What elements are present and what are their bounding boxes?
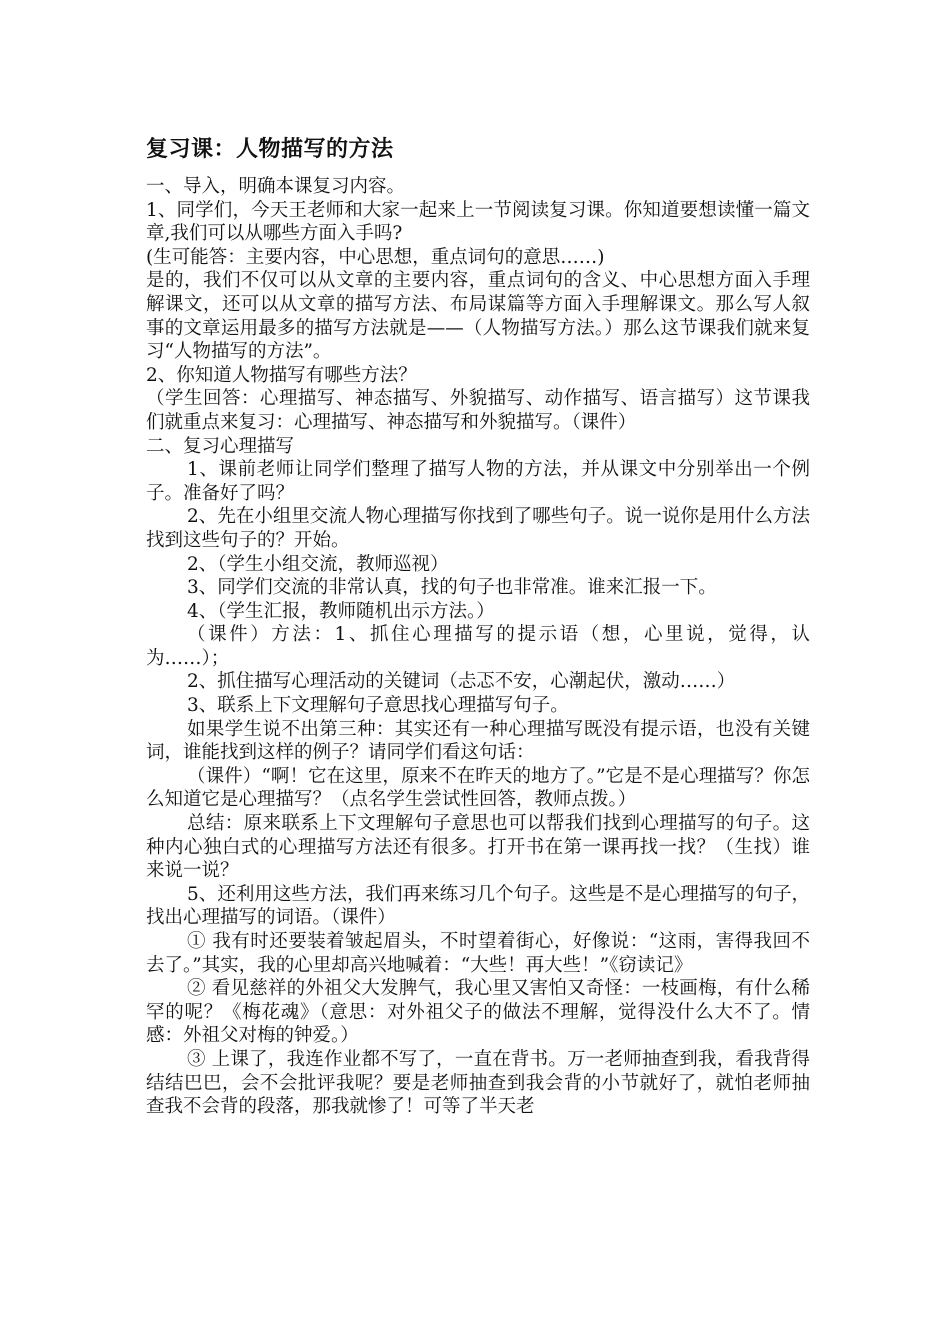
- paragraph: 如果学生说不出第三种：其实还有一种心理描写既没有提示语，也没有关键词，谁能找到这样的例子？请同学们看这句话：: [146, 718, 810, 764]
- example-item: ① 我有时还要装着皱起眉头，不时望着街心，好像说：“这雨，害得我回不去了。”其实，我的心里却高兴地喊着：“大些！再大些！”《窃读记》: [146, 931, 810, 976]
- paragraph: 2、先在小组里交流人物心理描写你找到了哪些句子。说一说你是用什么方法找到这些句子的？开始。: [146, 506, 810, 551]
- document-page: [146, 133, 810, 1119]
- paragraph: 5、还利用这些方法，我们再来练习几个句子。这些是不是心理描写的句子，找出心理描写的词语。（课件）: [146, 883, 810, 929]
- paragraph: 2、你知道人物描写有哪些方法？: [146, 364, 417, 386]
- paragraph: 4、（学生汇报，教师随机出示方法。）: [187, 600, 495, 622]
- paragraph: （课件）“啊！它在这里，原来不在昨天的地方了。”它是不是心理描写？你怎么知道它是心理描写？（点名学生尝试性回答，教师点拨。）: [146, 765, 810, 811]
- example-item: ③ 上课了，我连作业都不写了，一直在背书。万一老师抽查到我，看我背得结结巴巴，会不会批评我呢？要是老师抽查到我会背的小节就好了，就怕老师抽查我不会背的段落，那我就惨了！可等了半天老: [146, 1048, 810, 1118]
- paragraph: (生可能答：主要内容，中心思想，重点词句的意思……): [146, 246, 605, 268]
- method-item: 2、抓住描写心理活动的关键词（忐忑不安，心潮起伏，激动……）: [187, 671, 736, 693]
- paragraph: 是的，我们不仅可以从文章的主要内容，重点词句的含义、中心思想方面入手理解课文，还可以从文章的描写方法、布局谋篇等方面入手理解课文。那么写人叙事的文章运用最多的描写方法就是——（人物描写方法。）那么这节课我们就来复习“人物描写的方法”。: [146, 270, 810, 363]
- paragraph: （学生回答：心理描写、神态描写、外貌描写、动作描写、语言描写）这节课我们就重点来复习：心理描写、神态描写和外貌描写。（课件）: [146, 388, 810, 433]
- section-heading-psychology: 二、复习心理描写: [146, 435, 295, 457]
- paragraph: 1、课前老师让同学们整理了描写人物的方法，并从课文中分别举出一个例子。准备好了吗？: [146, 459, 810, 504]
- document-title: 复习课：人物描写的方法: [146, 137, 394, 162]
- paragraph: 3、同学们交流的非常认真，找的句子也非常准。谁来汇报一下。: [187, 577, 717, 599]
- paragraph: 1、同学们，今天王老师和大家一起来上一节阅读复习课。你知道要想读懂一篇文章,我们可以从哪些方面入手吗?: [146, 199, 810, 245]
- example-item: ② 看见慈祥的外祖父大发脾气，我心里又害怕又奇怪：一枝画梅，有什么稀罕的呢？《梅花魂》（意思：对外祖父子的做法不理解，觉得没什么大不了。情感：外祖父对梅的钟爱。）: [146, 978, 810, 1047]
- paragraph: 总结：原来联系上下文理解句子意思也可以帮我们找到心理描写的句子。这种内心独白式的心理描写方法还有很多。打开书在第一课再找一找？（生找）谁来说一说？: [146, 813, 810, 882]
- method-item: （课件）方法：1、抓住心理描写的提示语（想，心里说，觉得，认为……）；: [146, 624, 810, 669]
- method-item: 3、联系上下文理解句子意思找心理描写句子。: [187, 695, 569, 717]
- paragraph: 2、（学生小组交流，教师巡视）: [187, 553, 449, 575]
- section-heading-intro: 一、导入，明确本课复习内容。: [146, 176, 406, 197]
